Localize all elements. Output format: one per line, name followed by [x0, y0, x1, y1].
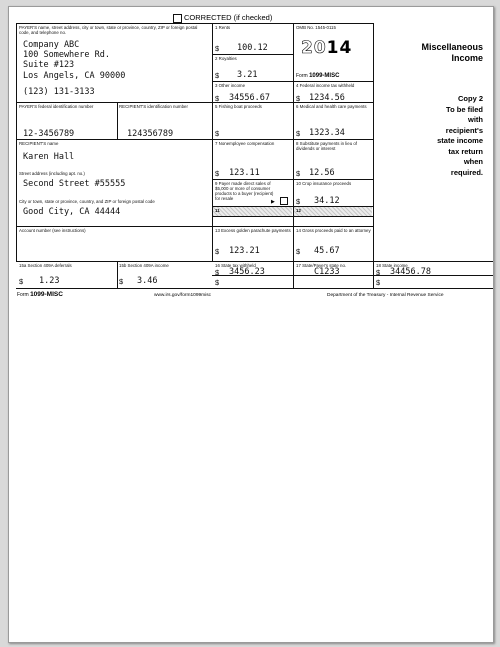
tax-year-suffix: 14	[326, 38, 353, 58]
payer-tin-value[interactable]: 12-3456789	[23, 129, 75, 139]
line-b9	[212, 179, 373, 180]
form-name-label	[296, 73, 339, 79]
box-11-shade	[213, 207, 292, 216]
box8-value[interactable]: 12.56	[309, 168, 335, 178]
box6-value[interactable]: 1323.34	[309, 128, 345, 138]
form-title-line1: Miscellaneous	[421, 42, 483, 52]
box14-dollar: $	[296, 247, 301, 256]
box13-value[interactable]: 123.21	[229, 246, 260, 256]
recipient-tin-label: RECIPIENT'S identification number	[119, 104, 188, 109]
box16-dollar-2: $	[215, 278, 220, 287]
box9-label: 9 Payer made direct sales of $5,000 or more of consumer products to a buyer (recipient) for resale	[215, 181, 274, 201]
box4-value[interactable]: 1234.56	[309, 93, 345, 103]
box15b-label: 15b Section 409A income	[119, 263, 169, 268]
box15b-dollar: $	[119, 277, 124, 286]
box14-label: 14 Gross proceeds paid to an attorney	[296, 228, 371, 233]
box4-label: 4 Federal income tax withheld	[296, 83, 355, 88]
form-page	[8, 6, 494, 643]
row-line-state	[16, 261, 493, 262]
box16-value[interactable]: 3456.23	[229, 267, 265, 277]
box18-dollar-2: $	[376, 278, 381, 287]
box7-label: 7 Nonemployee compensation	[215, 141, 275, 146]
box1-dollar: $	[215, 44, 220, 53]
box3-value[interactable]: 34556.67	[229, 93, 270, 103]
tax-year-prefix: 20	[301, 38, 327, 58]
copy-note-line1: Copy 2	[457, 94, 483, 103]
footer-form-name: 1099-MISC	[30, 291, 63, 298]
footer-form-prefix: Form	[17, 292, 29, 298]
box18-label: 18 State income	[376, 263, 408, 268]
recipient-street-label: Street address (including apt. no.)	[19, 171, 85, 176]
recipient-tin-value[interactable]: 124356789	[127, 129, 174, 139]
copy-note-line7: when	[463, 157, 483, 166]
copy-note-line4: recipient's	[445, 125, 483, 135]
recipient-city-label: City or town, state or province, country, and ZIP or foreign postal code	[19, 199, 155, 204]
form-title	[373, 42, 483, 64]
form-title-line2: Income	[451, 53, 483, 63]
box1-label: 1 Rents	[215, 25, 231, 30]
recipient-city[interactable]: Good City, CA 44444	[23, 207, 121, 217]
recipient-name[interactable]: Karen Hall	[23, 152, 75, 162]
box16-label: 16 State tax withheld	[215, 263, 256, 268]
box7-value[interactable]: 123.11	[229, 168, 260, 178]
corrected-checkbox[interactable]	[173, 14, 182, 23]
box11-label: 11	[215, 208, 220, 213]
box12-label: 12	[296, 208, 301, 213]
copy-note-line3: with	[468, 115, 483, 124]
box16-dollar: $	[215, 268, 220, 277]
box13-dollar: $	[215, 247, 220, 256]
box15a-dollar: $	[19, 277, 24, 286]
footer-url[interactable]: www.irs.gov/form1099misc	[154, 293, 212, 298]
line-b1-b2	[212, 54, 293, 55]
copy-note-line2: To be filed	[446, 104, 483, 114]
box7-dollar: $	[215, 169, 220, 178]
payer-label: PAYER'S name, street address, city or town, state or province, country, ZIP or foreign postal code, and telephone no.	[19, 25, 198, 35]
line-b11-bottom	[212, 216, 373, 217]
form-name-prefix: Form	[296, 73, 308, 79]
payer-city[interactable]: Los Angels, CA 90000	[23, 71, 126, 81]
copy-note	[373, 94, 483, 178]
box6-label: 6 Medical and health care payments	[296, 104, 367, 109]
box10-label: 10 Crop insurance proceeds	[296, 181, 352, 186]
recipient-name-label: RECIPIENT'S name	[19, 141, 59, 146]
box2-dollar: $	[215, 71, 220, 80]
box5-label: 5 Fishing boat proceeds	[215, 104, 262, 109]
box18-value[interactable]: 34456.78	[390, 267, 431, 277]
tax-year	[301, 38, 352, 58]
box10-dollar: $	[296, 197, 301, 206]
copy-note-line8: required.	[450, 167, 483, 177]
box15a-value[interactable]: 1.23	[39, 276, 60, 286]
box18-dollar: $	[376, 268, 381, 277]
box8-label: 8 Substitute payments in lieu of dividends or interest	[296, 141, 358, 151]
form-top-border	[16, 23, 373, 24]
footer-dept: Department of the Treasury - Internal Revenue Service	[327, 293, 444, 298]
payer-phone[interactable]: (123) 131-3133	[23, 87, 95, 97]
box9-arrow-icon: ▶	[271, 199, 275, 205]
divider-409a	[117, 261, 118, 288]
line-omb-b4	[293, 81, 373, 82]
line-b7	[212, 139, 373, 140]
payer-tin-label: PAYER'S federal identification number	[19, 104, 94, 109]
form-bottom-border	[16, 288, 493, 289]
box2-label: 2 Royalties	[215, 56, 237, 61]
box4-dollar: $	[296, 94, 301, 103]
box1-value[interactable]: 100.12	[237, 43, 268, 53]
payer-name[interactable]: Company ABC	[23, 40, 80, 50]
row-line-account	[16, 226, 373, 227]
box8-dollar: $	[296, 169, 301, 178]
omb-label: OMB No. 1545-0115	[296, 25, 336, 30]
payer-address1[interactable]: 100 Somewhere Rd.	[23, 50, 110, 60]
divider-tin	[117, 102, 118, 139]
copy-note-line6: tax return	[448, 146, 483, 156]
account-label: Account number (see instructions)	[19, 228, 86, 233]
form-name-value: 1099-MISC	[309, 73, 340, 79]
recipient-street[interactable]: Second Street #55555	[23, 179, 126, 189]
payer-address2[interactable]: Suite #123	[23, 60, 75, 70]
box17-value[interactable]: C1233	[314, 267, 340, 277]
box2-value[interactable]: 3.21	[237, 70, 258, 80]
box-12-shade	[294, 207, 372, 216]
box13-label: 13 Excess golden parachute payments	[215, 228, 291, 233]
box15b-value[interactable]: 3.46	[137, 276, 158, 286]
footer-form	[17, 291, 63, 298]
box5-dollar: $	[215, 129, 220, 138]
box3-label: 3 Other income	[215, 83, 246, 88]
box9-checkbox[interactable]	[280, 197, 288, 205]
copy-note-line5: state income	[437, 136, 483, 145]
box15a-label: 15a Section 409A deferrals	[19, 263, 72, 268]
box3-dollar: $	[215, 94, 220, 103]
box17-label: 17 State/Payer's state no.	[296, 263, 347, 268]
corrected-label: CORRECTED (if checked)	[184, 13, 273, 22]
box10-value[interactable]: 34.12	[314, 196, 340, 206]
box14-value[interactable]: 45.67	[314, 246, 340, 256]
box6-dollar: $	[296, 129, 301, 138]
